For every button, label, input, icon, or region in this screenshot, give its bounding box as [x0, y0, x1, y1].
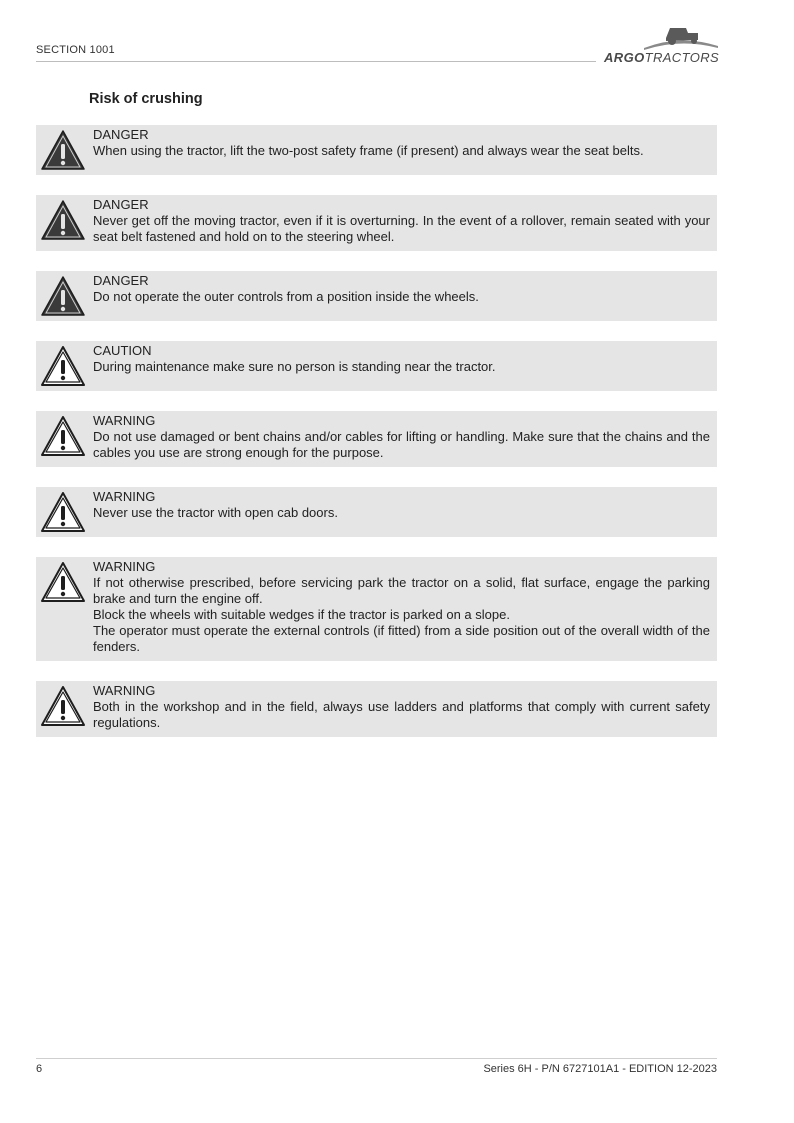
warning-triangle-outline-icon	[40, 345, 86, 387]
warning-triangle-filled-icon	[40, 275, 86, 317]
warning-triangle-outline-icon	[40, 561, 86, 603]
warning-triangle-outline-icon	[40, 685, 86, 727]
safety-notice-danger	[36, 271, 717, 321]
safety-notice-warning	[36, 411, 717, 467]
section-label: SECTION 1001	[36, 44, 115, 56]
safety-notice-caution	[36, 341, 717, 391]
safety-notice-warning	[36, 487, 717, 537]
notice-label: DANGER	[93, 273, 149, 288]
safety-notice-danger	[36, 195, 717, 251]
notice-label: WARNING	[93, 413, 156, 428]
notice-text: Do not operate the outer controls from a position inside the wheels.	[93, 289, 479, 304]
notice-label: WARNING	[93, 683, 156, 698]
notice-text: When using the tractor, lift the two-post safety frame (if present) and always wear the seat belts.	[93, 143, 644, 158]
logo-text-bold: ARGO	[604, 50, 645, 65]
notice-text: Both in the workshop and in the field, always use ladders and platforms that comply with current safety regulations.	[93, 699, 710, 730]
safety-notice-warning	[36, 681, 717, 737]
logo-text-light: TRACTORS	[644, 50, 720, 65]
notice-label: WARNING	[93, 489, 156, 504]
notice-label: DANGER	[93, 127, 149, 142]
warning-triangle-filled-icon	[40, 129, 86, 171]
notice-text: Do not use damaged or bent chains and/or cables for lifting or handling. Make sure that the chains and the cables you use are strong enough for the purpose.	[93, 429, 710, 460]
header-divider	[36, 61, 596, 62]
safety-notices-list	[36, 125, 717, 757]
notice-text: Never get off the moving tractor, even if it is overturning. In the event of a rollover, remain seated with your seat belt fastened and hold on to the steering wheel.	[93, 213, 710, 244]
warning-triangle-filled-icon	[40, 199, 86, 241]
notice-label: WARNING	[93, 559, 156, 574]
tractor-logo-icon	[600, 24, 720, 52]
notice-label: CAUTION	[93, 343, 152, 358]
warning-triangle-outline-icon	[40, 491, 86, 533]
safety-notice-danger	[36, 125, 717, 175]
page-title: Risk of crushing	[89, 91, 203, 107]
notice-text: Block the wheels with suitable wedges if the tractor is parked on a slope.	[93, 607, 510, 622]
notice-text: Never use the tractor with open cab doors.	[93, 505, 338, 520]
notice-label: DANGER	[93, 197, 149, 212]
edition-info: Series 6H - P/N 6727101A1 - EDITION 12-2023	[483, 1063, 717, 1075]
safety-notice-warning	[36, 557, 717, 661]
footer-divider	[36, 1058, 717, 1059]
page-number: 6	[36, 1063, 43, 1075]
warning-triangle-outline-icon	[40, 415, 86, 457]
notice-text: During maintenance make sure no person is standing near the tractor.	[93, 359, 496, 374]
notice-text: If not otherwise prescribed, before servicing park the tractor on a solid, flat surface, engage the parking brake and turn the engine off.	[93, 575, 710, 606]
notice-text: The operator must operate the external controls (if fitted) from a side position out of the overall width of the fenders.	[93, 623, 710, 654]
argo-tractors-logo	[600, 24, 720, 68]
